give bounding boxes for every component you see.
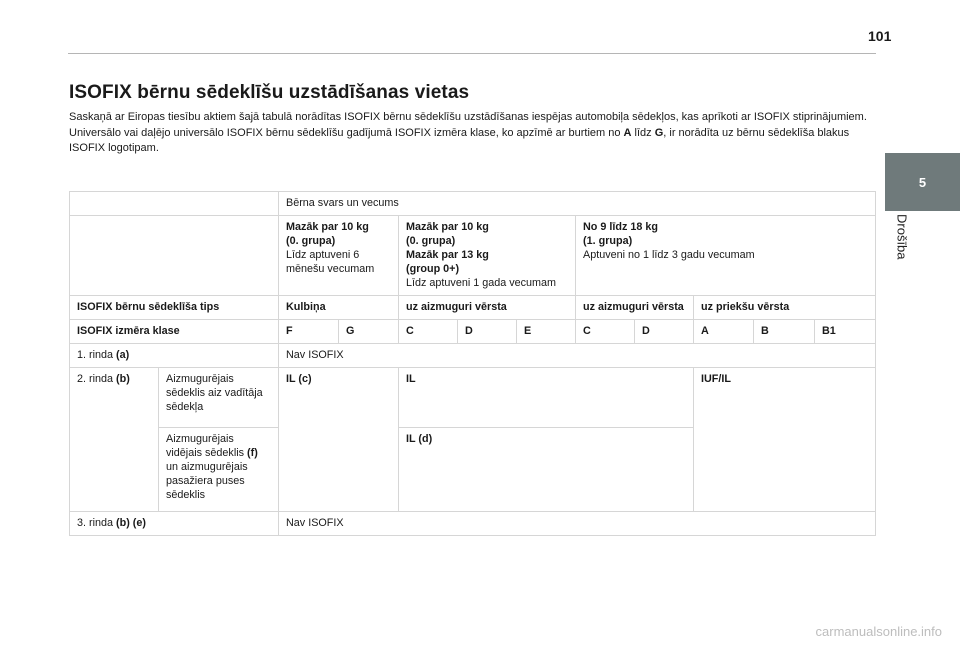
- size-class-label: ISOFIX izmēra klase: [70, 320, 279, 344]
- size-class-cell: G: [339, 320, 399, 344]
- watermark-logo: carmanualsonline.info: [815, 624, 942, 639]
- row1-value: Nav ISOFIX: [279, 344, 876, 368]
- size-class-cell: D: [458, 320, 517, 344]
- row2-seat-center-passenger: Aizmugurējais vidējais sēdeklis (f) un aizmugurējais pasažiera puses sēdeklis: [159, 428, 279, 512]
- row2-rear-value-a: IL: [399, 368, 694, 428]
- size-class-cell: C: [399, 320, 458, 344]
- size-class-cell: B: [754, 320, 815, 344]
- size-class-cell: E: [517, 320, 576, 344]
- chapter-tab[interactable]: 5: [885, 153, 960, 211]
- row1-label: 1. rinda (a): [70, 344, 279, 368]
- row2-label: 2. rinda (b): [70, 368, 159, 512]
- intro-text: [69, 110, 869, 157]
- intro-paragraph-2: Universālo vai daļējo universālo ISOFIX bērnu sēdeklīšu gadījumā ISOFIX izmēra klase, ko apzīmē ar burtiem no A līdz G, ir norādīta uz bērnu sēdeklīša blakus ISOFIX logotipam.: [69, 126, 850, 154]
- header-rule: [68, 53, 876, 54]
- rear-facing-label-2: uz aizmuguri vērsta: [576, 296, 694, 320]
- table-row-weight-header: [70, 192, 876, 216]
- row2-carrycot-value: IL (c): [279, 368, 399, 512]
- table-row-row3: [70, 512, 876, 536]
- page-number: 101: [868, 28, 892, 44]
- row2-forward-value: IUF/IL: [694, 368, 876, 512]
- size-class-cell: C: [576, 320, 635, 344]
- table-row-row1: [70, 344, 876, 368]
- weight-header: Bērna svars un vecums: [279, 192, 876, 216]
- table-row-groups: [70, 216, 876, 296]
- rear-facing-label: uz aizmuguri vērsta: [399, 296, 576, 320]
- group-1-cell: No 9 līdz 18 kg (1. grupa) Aptuveni no 1 līdz 3 gadu vecumam: [576, 216, 876, 296]
- size-class-cell: B1: [815, 320, 876, 344]
- table-row-type: [70, 296, 876, 320]
- group-0plus-cell: Mazāk par 10 kg (0. grupa) Mazāk par 13 kg (group 0+) Līdz aptuveni 1 gada vecumam: [399, 216, 576, 296]
- isofix-table: [69, 191, 876, 536]
- table-row-row2a: [70, 368, 876, 428]
- row3-label: 3. rinda (b) (e): [70, 512, 279, 536]
- size-class-cell: A: [694, 320, 754, 344]
- table-cell-empty: [70, 216, 279, 296]
- row2-rear-value-b: IL (d): [399, 428, 694, 512]
- table-cell-empty: [70, 192, 279, 216]
- group-0-cell: Mazāk par 10 kg (0. grupa) Līdz aptuveni 6 mēnešu vecumam: [279, 216, 399, 296]
- chapter-title: Drošība: [894, 214, 910, 260]
- intro-paragraph-1: Saskaņā ar Eiropas tiesību aktiem šajā tabulā norādītas ISOFIX bērnu sēdeklīšu uzstādīšanas iespējas automobiļa sēdekļos, kas aprīkoti ar ISOFIX stiprinājumiem.: [69, 111, 867, 123]
- type-label: ISOFIX bērnu sēdeklīša tips: [70, 296, 279, 320]
- table-row-size-class: [70, 320, 876, 344]
- size-class-cell: F: [279, 320, 339, 344]
- page-title: ISOFIX bērnu sēdeklīšu uzstādīšanas vietas: [69, 82, 470, 103]
- row2-seat-driver-side: Aizmugurējais sēdeklis aiz vadītāja sēdekļa: [159, 368, 279, 428]
- forward-facing-label: uz priekšu vērsta: [694, 296, 876, 320]
- size-class-cell: D: [635, 320, 694, 344]
- carrycot-label: Kulbiņa: [279, 296, 399, 320]
- row3-value: Nav ISOFIX: [279, 512, 876, 536]
